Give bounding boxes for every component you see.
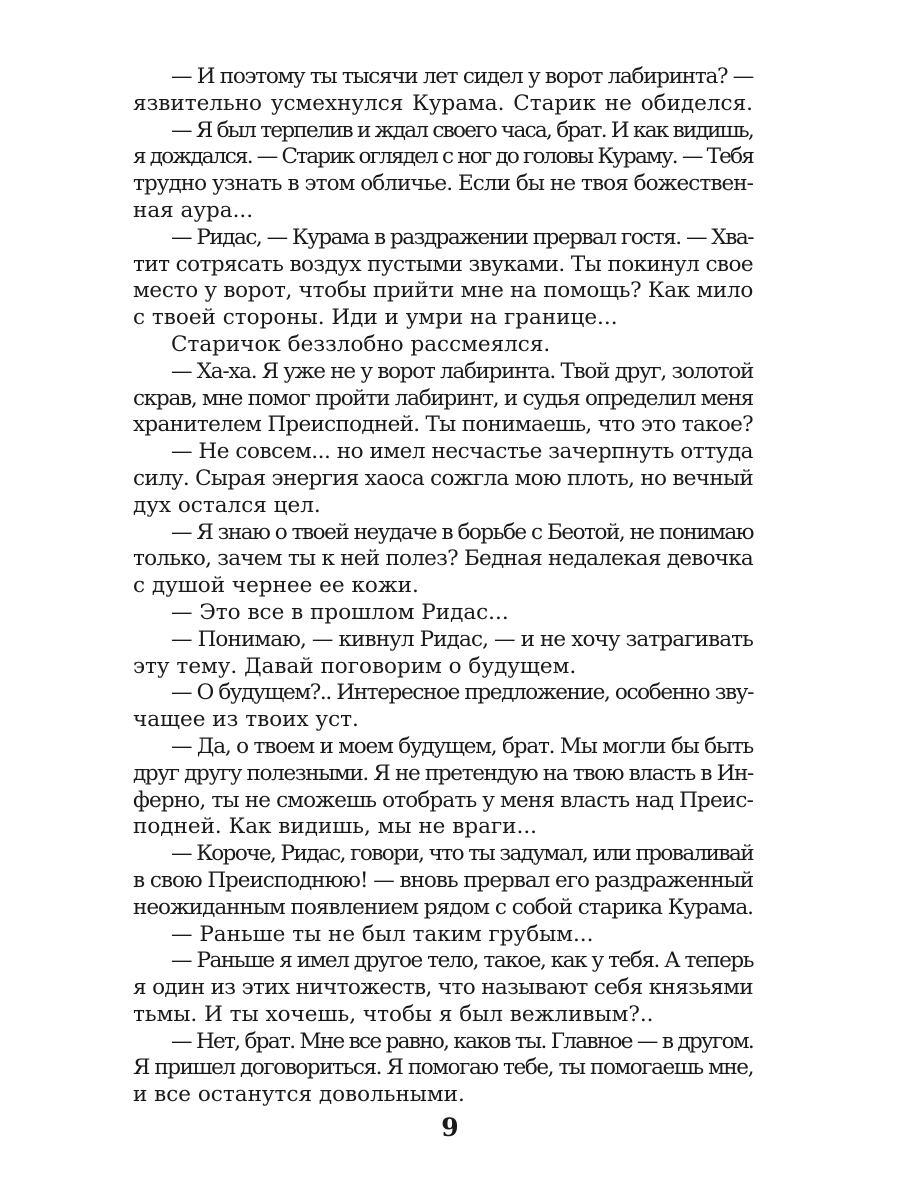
text-line: друг другу полезными. Я не претендую на твою власть в Ин- bbox=[133, 760, 753, 786]
text-line: — О будущем?.. Интересное предложение, особенно зву- bbox=[171, 680, 753, 706]
text-line: подней. Как видишь, мы не враги... bbox=[133, 814, 537, 840]
text-line: — Раньше я имел другое тело, такое, как у тебя. А теперь bbox=[171, 948, 753, 974]
text-line: — Не совсем... но имел несчастье зачерпнуть оттуда bbox=[171, 439, 754, 465]
text-line: силу. Сырая энергия хаоса сожгла мою плоть, но вечный bbox=[133, 465, 753, 491]
text-line: я дождался. — Старик оглядел с ног до головы Кураму. — Тебя bbox=[133, 144, 753, 170]
text-line: трудно узнать в этом обличье. Если бы не твоя божествен- bbox=[133, 171, 753, 197]
text-line: язвительно усмехнулся Курама. Старик не обиделся. bbox=[133, 90, 753, 116]
text-line: ферно, ты не сможешь отобрать у меня власть над Преис- bbox=[133, 787, 753, 813]
text-line: только, зачем ты к ней полез? Бедная недалекая девочка bbox=[133, 546, 753, 572]
text-line: — Ридас, — Курама в раздражении прервал гостя. — Хва- bbox=[171, 224, 753, 250]
text-line: тит сотрясать воздух пустыми звуками. Ты покинул свое bbox=[133, 251, 753, 277]
page-number: 9 bbox=[441, 1113, 459, 1142]
text-line: — Раньше ты не был таким грубым... bbox=[171, 921, 594, 947]
page-body-text bbox=[133, 64, 753, 1109]
text-line: неожиданным появлением рядом с собой старика Курама. bbox=[133, 894, 753, 920]
text-line: — Да, о твоем и моем будущем, брат. Мы могли бы быть bbox=[171, 733, 753, 759]
text-line: — Ха-ха. Я уже не у ворот лабиринта. Твой друг, золотой bbox=[171, 358, 753, 384]
text-line: хранителем Преисподней. Ты понимаешь, что это такое? bbox=[133, 412, 753, 438]
text-line: ная аура... bbox=[133, 197, 254, 223]
text-line: с душой чернее ее кожи. bbox=[133, 573, 419, 599]
text-line: место у ворот, чтобы прийти мне на помощь? Как мило bbox=[133, 278, 753, 304]
text-line: в свою Преисподнюю! — вновь прервал его раздраженный bbox=[133, 867, 753, 893]
text-line: — Я знаю о твоей неудаче в борьбе с Беотой, не понимаю bbox=[171, 519, 753, 545]
text-line: тьмы. И ты хочешь, чтобы я был вежливым?.. bbox=[133, 1001, 654, 1027]
text-line: эту тему. Давай поговорим о будущем. bbox=[133, 653, 577, 679]
text-line: с твоей стороны. Иди и умри на границе... bbox=[133, 305, 618, 331]
text-line: Я пришел договориться. Я помогаю тебе, ты помогаешь мне, bbox=[133, 1055, 753, 1081]
text-line: я один из этих ничтожеств, что называют себя князьями bbox=[133, 975, 753, 1001]
text-line: чащее из твоих уст. bbox=[133, 707, 359, 733]
text-line: и все останутся довольными. bbox=[133, 1082, 465, 1108]
text-line: скрав, мне помог пройти лабиринт, и судья определил меня bbox=[133, 385, 753, 411]
text-line: — Нет, брат. Мне все равно, каков ты. Главное — в другом. bbox=[171, 1028, 753, 1054]
text-line: Старичок беззлобно рассмеялся. bbox=[171, 331, 551, 357]
text-line: — Понимаю, — кивнул Ридас, — и не хочу затрагивать bbox=[171, 626, 753, 652]
text-line: — Это все в прошлом Ридас... bbox=[171, 599, 509, 625]
text-line: дух остался цел. bbox=[133, 492, 321, 518]
text-line: — Короче, Ридас, говори, что ты задумал, или проваливай bbox=[171, 841, 753, 867]
text-line: — И поэтому ты тысячи лет сидел у ворот лабиринта? — bbox=[171, 64, 753, 89]
text-line: — Я был терпелив и ждал своего часа, брат. И как видишь, bbox=[171, 117, 753, 143]
